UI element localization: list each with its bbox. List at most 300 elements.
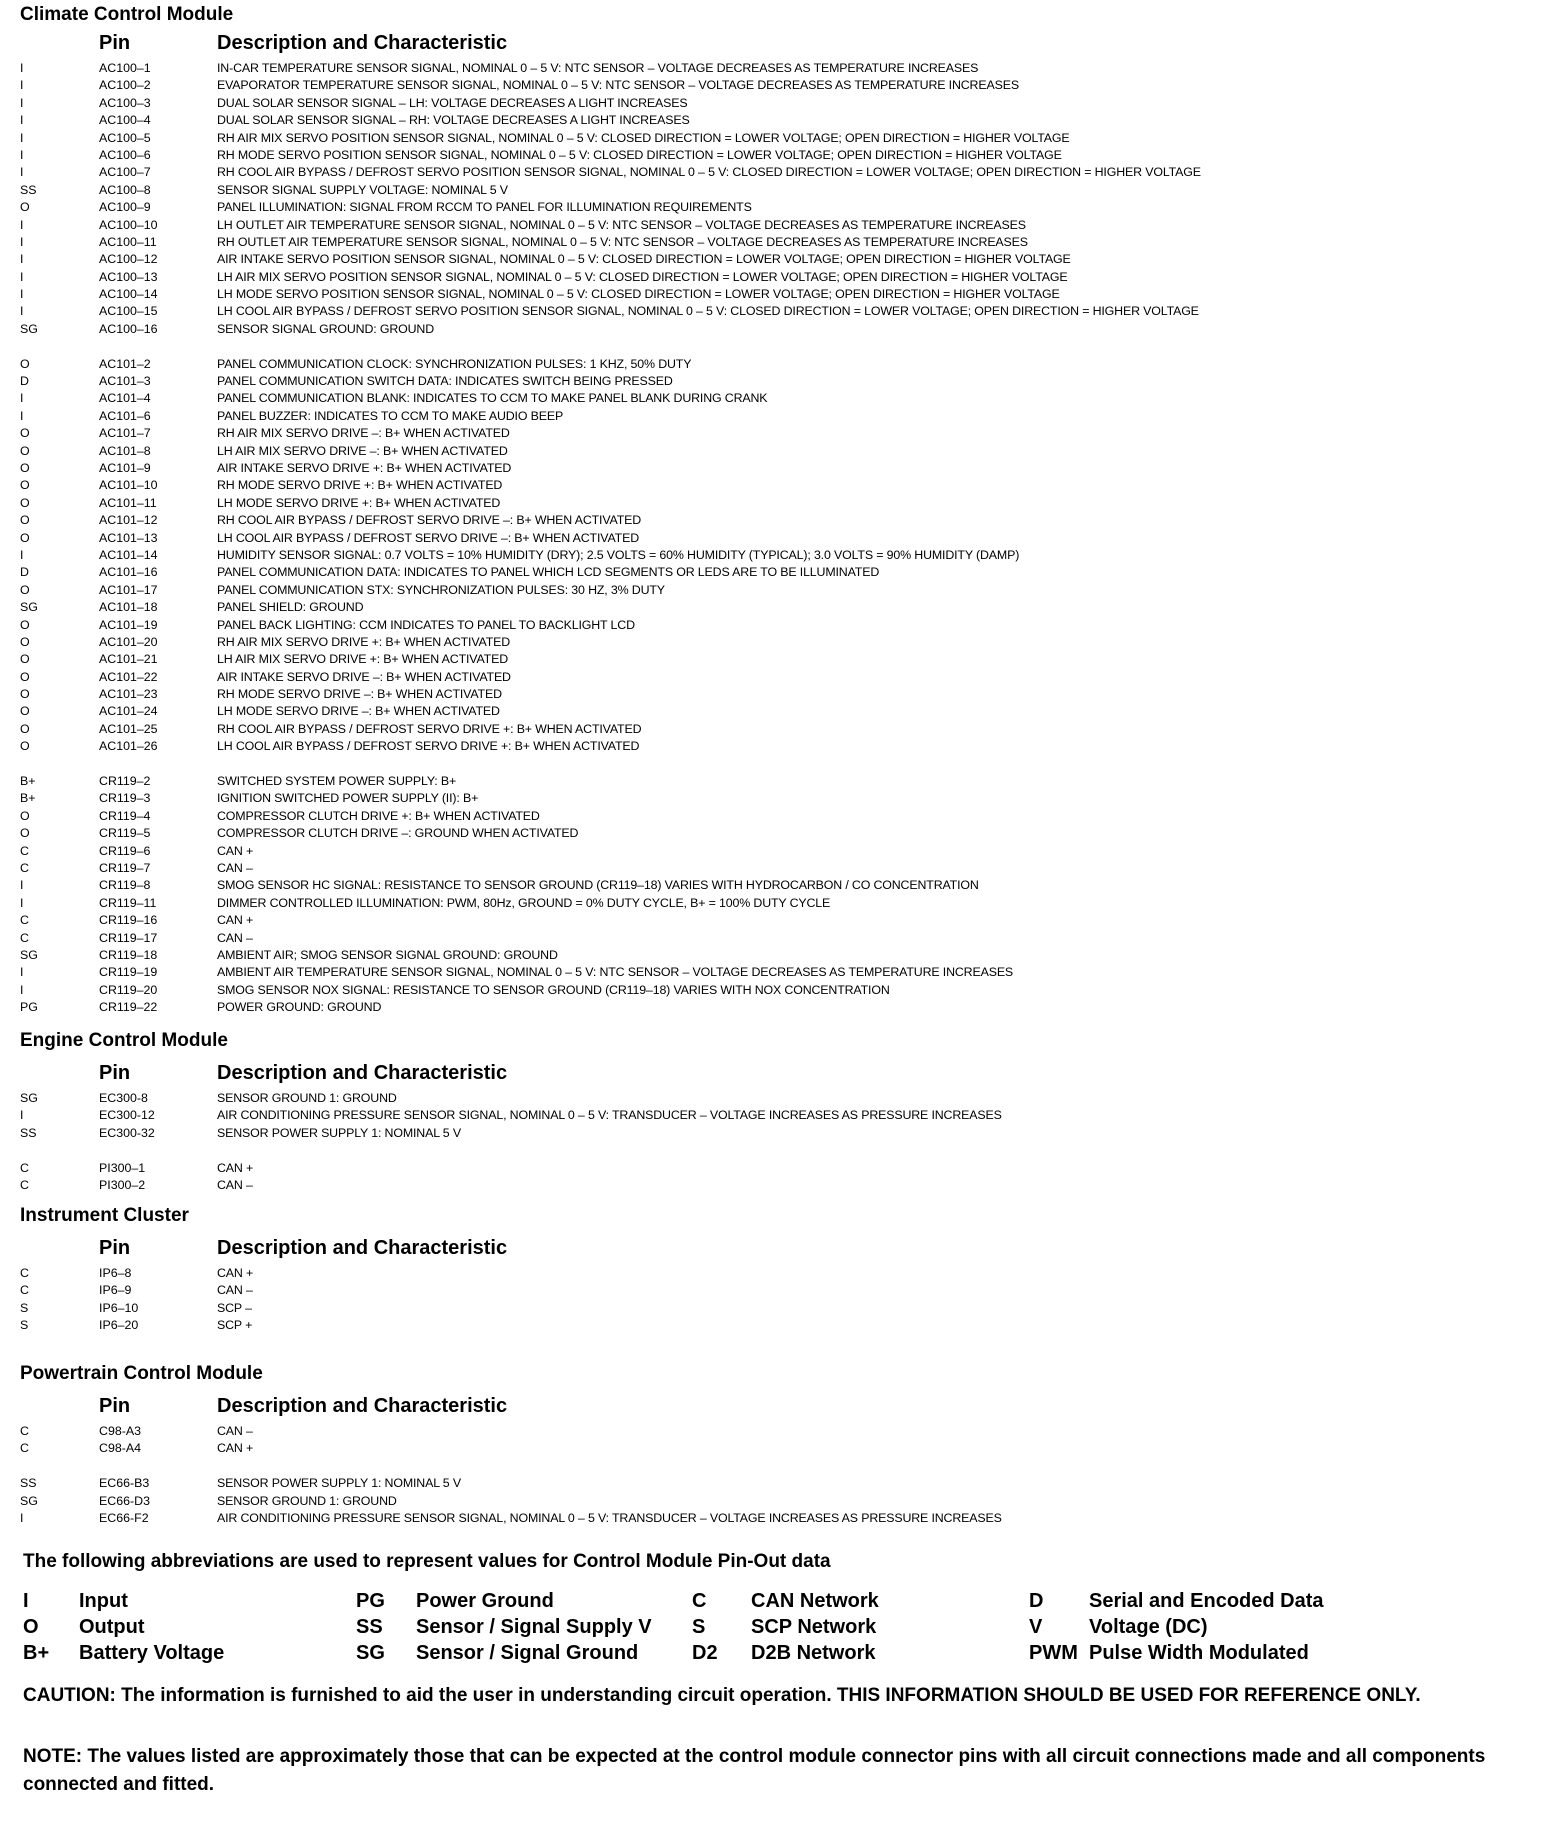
pin-row <box>0 599 1568 616</box>
pin-row <box>0 1493 1568 1510</box>
pin-description: LH AIR MIX SERVO POSITION SENSOR SIGNAL, NOMINAL 0 – 5 V: CLOSED DIRECTION = LOWER VOLTAGE; OPEN DIRECTION = HIGHER VOLTAGE <box>217 269 1068 284</box>
note-text: NOTE: The values listed are approximately those that can be expected at the control module connector pins with all circuit connections made and all components connected and fitted. <box>23 1746 1486 1795</box>
pin-type: I <box>20 269 24 284</box>
description-column-header: Description and Characteristic <box>217 1395 508 1417</box>
pin-description: CAN + <box>217 1266 254 1280</box>
pin-description: SENSOR POWER SUPPLY 1: NOMINAL 5 V <box>217 1476 461 1491</box>
pin-description: AIR CONDITIONING PRESSURE SENSOR SIGNAL, NOMINAL 0 – 5 V: TRANSDUCER – VOLTAGE INCREASES AS PRESSURE INCREASES <box>217 1510 1002 1525</box>
description-column-header: Description and Characteristic <box>217 1237 508 1259</box>
pin-type: O <box>20 826 30 841</box>
pin-type: I <box>20 113 24 128</box>
pin-type: C <box>20 1177 29 1192</box>
pin-row <box>0 982 1568 999</box>
pin-description: RH OUTLET AIR TEMPERATURE SENSOR SIGNAL, NOMINAL 0 – 5 V: NTC SENSOR – VOLTAGE DECREASES AS TEMPERATURE INCREASES <box>217 234 1028 249</box>
abbreviation-code: O <box>23 1616 39 1638</box>
pin-row <box>0 912 1568 929</box>
pin-id: AC101–11 <box>99 495 157 510</box>
pin-row <box>0 686 1568 703</box>
abbreviation-code: PWM <box>1029 1642 1078 1664</box>
pin-type: C <box>20 1441 29 1456</box>
pin-row <box>0 721 1568 738</box>
pin-row <box>0 1440 1568 1457</box>
pin-type: O <box>20 513 30 528</box>
pin-type: SG <box>20 947 38 962</box>
pin-description: LH COOL AIR BYPASS / DEFROST SERVO POSITION SENSOR SIGNAL, NOMINAL 0 – 5 V: CLOSED DIRECTION = LOWER VOLTAGE; OPEN DIRECTION = HIGHER VOLTAGE <box>217 304 1199 319</box>
pin-row <box>0 1177 1568 1194</box>
pin-description: RH MODE SERVO DRIVE –: B+ WHEN ACTIVATED <box>217 687 502 702</box>
pin-column-header: Pin <box>99 32 131 54</box>
pin-description: RH MODE SERVO POSITION SENSOR SIGNAL, NOMINAL 0 – 5 V: CLOSED DIRECTION = LOWER VOLTAGE; OPEN DIRECTION = HIGHER VOLTAGE <box>217 147 1062 162</box>
pin-id: PI300–2 <box>99 1177 146 1192</box>
pin-table-instrument <box>0 1265 1568 1335</box>
pin-row <box>0 669 1568 686</box>
pin-type: SS <box>20 1125 37 1140</box>
pin-type: O <box>20 460 30 475</box>
pin-column-header: Pin <box>99 1237 131 1259</box>
pin-row <box>0 390 1568 407</box>
pin-id: AC101–6 <box>99 408 151 423</box>
pin-type: SG <box>20 321 38 336</box>
pin-id: AC101–12 <box>99 513 158 528</box>
pin-id: AC100–6 <box>99 147 151 162</box>
pin-type: I <box>20 165 24 180</box>
pin-id: AC100–16 <box>99 321 158 336</box>
group-spacer <box>0 1142 1568 1159</box>
pin-row <box>0 999 1568 1016</box>
pin-description: SMOG SENSOR NOX SIGNAL: RESISTANCE TO SENSOR GROUND (CR119–18) VARIES WITH NOX CONCENTRATION <box>217 982 890 997</box>
pin-type: O <box>20 687 30 702</box>
pin-row <box>0 112 1568 129</box>
abbreviation-code: SS <box>356 1616 383 1638</box>
pin-row <box>0 547 1568 564</box>
pin-type: I <box>20 391 24 406</box>
pin-id: CR119–20 <box>99 982 158 997</box>
pin-row <box>0 617 1568 634</box>
abbreviation-code: PG <box>356 1590 385 1612</box>
pin-row <box>0 234 1568 251</box>
pin-type: I <box>20 965 24 980</box>
pin-type: C <box>20 860 29 875</box>
pin-type: I <box>20 547 24 562</box>
pin-type: O <box>20 652 30 667</box>
pin-id: CR119–8 <box>99 878 151 893</box>
pin-row <box>0 1317 1568 1334</box>
pin-row <box>0 408 1568 425</box>
pin-row <box>0 651 1568 668</box>
pin-description: SENSOR GROUND 1: GROUND <box>217 1091 397 1105</box>
abbreviation-code: D2 <box>692 1642 718 1664</box>
pin-type: C <box>20 1266 29 1280</box>
pin-id: AC101–4 <box>99 391 151 406</box>
pin-id: AC101–22 <box>99 669 158 684</box>
pin-description: AIR INTAKE SERVO DRIVE +: B+ WHEN ACTIVATED <box>217 460 512 475</box>
pin-id: C98-A4 <box>99 1441 142 1456</box>
pin-type: C <box>20 930 29 945</box>
pin-row <box>0 356 1568 373</box>
pin-type: O <box>20 426 30 441</box>
pin-type: O <box>20 634 30 649</box>
pin-row <box>0 1090 1568 1107</box>
pin-type: D <box>20 565 29 580</box>
pin-type: O <box>20 356 30 371</box>
abbreviation-meaning: Pulse Width Modulated <box>1089 1642 1309 1664</box>
pin-column-header: Pin <box>99 1395 131 1417</box>
pin-id: AC101–2 <box>99 356 151 371</box>
pin-row <box>0 860 1568 877</box>
pin-type: O <box>20 495 30 510</box>
pin-row <box>0 130 1568 147</box>
pin-description: LH COOL AIR BYPASS / DEFROST SERVO DRIVE +: B+ WHEN ACTIVATED <box>217 739 640 754</box>
abbreviation-meaning: Power Ground <box>416 1590 554 1612</box>
pin-id: AC100–2 <box>99 78 151 93</box>
pin-description: SWITCHED SYSTEM POWER SUPPLY: B+ <box>217 774 457 789</box>
pin-id: AC101–23 <box>99 687 158 702</box>
pin-row <box>0 843 1568 860</box>
pin-type: I <box>20 147 24 162</box>
pin-id: AC100–12 <box>99 252 158 267</box>
abbreviation-meaning: CAN Network <box>751 1590 879 1612</box>
pin-row <box>0 147 1568 164</box>
abbreviation-code: B+ <box>23 1642 50 1664</box>
pin-row <box>0 1300 1568 1317</box>
pin-id: IP6–10 <box>99 1300 139 1315</box>
pin-type: I <box>20 130 24 145</box>
pin-description: PANEL SHIELD: GROUND <box>217 600 364 615</box>
pin-row <box>0 582 1568 599</box>
pin-row <box>0 564 1568 581</box>
pin-row <box>0 877 1568 894</box>
pin-description: LH AIR MIX SERVO DRIVE +: B+ WHEN ACTIVATED <box>217 652 508 667</box>
pin-type: O <box>20 200 30 215</box>
pin-id: AC101–17 <box>99 582 158 597</box>
pin-id: AC101–7 <box>99 426 151 441</box>
pin-table-climate <box>0 60 1568 1016</box>
pin-description: LH MODE SERVO DRIVE –: B+ WHEN ACTIVATED <box>217 704 500 719</box>
abbreviation-code: V <box>1029 1616 1043 1638</box>
pin-row <box>0 634 1568 651</box>
pin-description: RH COOL AIR BYPASS / DEFROST SERVO POSITION SENSOR SIGNAL, NOMINAL 0 – 5 V: CLOSED DIRECTION = LOWER VOLTAGE; OPEN DIRECTION = HIGHER VOLTAGE <box>217 165 1201 180</box>
abbreviation-code: I <box>23 1590 29 1612</box>
abbreviation-code: S <box>692 1616 706 1638</box>
abbreviation-meaning: SCP Network <box>751 1616 877 1638</box>
pin-description: AIR INTAKE SERVO DRIVE –: B+ WHEN ACTIVATED <box>217 669 511 684</box>
pin-description: CAN – <box>217 1177 253 1192</box>
pin-id: CR119–18 <box>99 947 158 962</box>
pin-type: O <box>20 582 30 597</box>
pin-id: CR119–2 <box>99 774 151 789</box>
pin-id: AC100–1 <box>99 61 151 75</box>
pin-row <box>0 251 1568 268</box>
pin-type: S <box>20 1318 29 1333</box>
pin-id: IP6–8 <box>99 1266 132 1280</box>
abbreviation-meaning: Input <box>79 1590 128 1612</box>
pin-type: I <box>20 878 24 893</box>
abbreviation-meaning: Sensor / Signal Supply V <box>416 1616 652 1638</box>
pin-description: CAN + <box>217 913 254 928</box>
pin-id: EC300-32 <box>99 1125 155 1140</box>
pin-row <box>0 808 1568 825</box>
pin-type: O <box>20 704 30 719</box>
abbreviation-code: C <box>692 1590 707 1612</box>
pin-type: I <box>20 287 24 302</box>
pin-id: AC101–20 <box>99 634 158 649</box>
pin-id: CR119–22 <box>99 1000 158 1015</box>
abbreviation-row <box>23 1588 1563 1614</box>
pin-id: AC101–19 <box>99 617 158 632</box>
abbreviation-row <box>23 1640 1563 1666</box>
abbreviations-title: The following abbreviations are used to represent values for Control Module Pin-Out data <box>23 1551 831 1572</box>
pin-id: AC100–4 <box>99 113 151 128</box>
pin-type: SG <box>20 600 38 615</box>
pin-row <box>0 512 1568 529</box>
pin-description: AIR CONDITIONING PRESSURE SENSOR SIGNAL, NOMINAL 0 – 5 V: TRANSDUCER – VOLTAGE INCREASES AS PRESSURE INCREASES <box>217 1108 1002 1123</box>
pin-id: IP6–9 <box>99 1283 132 1298</box>
pin-description: AMBIENT AIR TEMPERATURE SENSOR SIGNAL, NOMINAL 0 – 5 V: NTC SENSOR – VOLTAGE DECREASES AS TEMPERATURE INCREASES <box>217 965 1014 980</box>
pin-id: AC101–14 <box>99 547 158 562</box>
pin-type: D <box>20 374 29 389</box>
pin-id: AC101–24 <box>99 704 158 719</box>
pin-row <box>0 495 1568 512</box>
pin-id: AC101–21 <box>99 652 158 667</box>
pin-type: I <box>20 217 24 232</box>
pin-id: AC101–10 <box>99 478 158 493</box>
pin-type: I <box>20 304 24 319</box>
pin-id: CR119–16 <box>99 913 158 928</box>
abbreviation-meaning: Sensor / Signal Ground <box>416 1642 639 1664</box>
pin-description: PANEL COMMUNICATION BLANK: INDICATES TO CCM TO MAKE PANEL BLANK DURING CRANK <box>217 391 768 406</box>
pin-type: C <box>20 913 29 928</box>
pin-description: COMPRESSOR CLUTCH DRIVE +: B+ WHEN ACTIVATED <box>217 808 540 823</box>
pin-description: PANEL BACK LIGHTING: CCM INDICATES TO PANEL TO BACKLIGHT LCD <box>217 617 635 632</box>
pin-description: CAN – <box>217 1424 253 1438</box>
pin-row <box>0 60 1568 77</box>
pin-description: CAN – <box>217 860 253 875</box>
pin-type: I <box>20 982 24 997</box>
pin-description: LH AIR MIX SERVO DRIVE –: B+ WHEN ACTIVATED <box>217 443 508 458</box>
pin-row <box>0 773 1568 790</box>
pin-description: RH AIR MIX SERVO DRIVE +: B+ WHEN ACTIVATED <box>217 634 511 649</box>
pin-description: LH OUTLET AIR TEMPERATURE SENSOR SIGNAL, NOMINAL 0 – 5 V: NTC SENSOR – VOLTAGE DECREASES AS TEMPERATURE INCREASES <box>217 217 1026 232</box>
pin-id: AC100–8 <box>99 182 151 197</box>
pin-type: O <box>20 530 30 545</box>
pin-row <box>0 303 1568 320</box>
pin-id: EC300-8 <box>99 1091 148 1105</box>
caution-text: CAUTION: The information is furnished to aid the user in understanding circuit operation. THIS INFORMATION SHOULD BE USED FOR REFERENCE ONLY. <box>23 1685 1421 1706</box>
pin-description: PANEL COMMUNICATION CLOCK: SYNCHRONIZATION PULSES: 1 KHZ, 50% DUTY <box>217 356 692 371</box>
pin-row <box>0 443 1568 460</box>
pin-row <box>0 825 1568 842</box>
pin-type: O <box>20 443 30 458</box>
pin-row <box>0 964 1568 981</box>
pin-id: AC100–13 <box>99 269 158 284</box>
pin-id: AC100–10 <box>99 217 158 232</box>
pin-description: LH MODE SERVO POSITION SENSOR SIGNAL, NOMINAL 0 – 5 V: CLOSED DIRECTION = LOWER VOLTAGE; OPEN DIRECTION = HIGHER VOLTAGE <box>217 287 1060 302</box>
pin-description: SCP + <box>217 1318 253 1333</box>
abbreviation-meaning: Output <box>79 1616 145 1638</box>
abbreviation-code: SG <box>356 1642 385 1664</box>
pin-type: O <box>20 669 30 684</box>
pin-description: RH COOL AIR BYPASS / DEFROST SERVO DRIVE –: B+ WHEN ACTIVATED <box>217 513 642 528</box>
pin-type: C <box>20 1424 29 1438</box>
pin-description: CAN + <box>217 1441 254 1456</box>
pin-description: RH AIR MIX SERVO POSITION SENSOR SIGNAL, NOMINAL 0 – 5 V: CLOSED DIRECTION = LOWER VOLTAGE; OPEN DIRECTION = HIGHER VOLTAGE <box>217 130 1070 145</box>
pin-row <box>0 321 1568 338</box>
abbreviation-meaning: Serial and Encoded Data <box>1089 1590 1324 1612</box>
pin-row <box>0 947 1568 964</box>
pin-description: LH MODE SERVO DRIVE +: B+ WHEN ACTIVATED <box>217 495 501 510</box>
pin-description: CAN – <box>217 1283 253 1298</box>
pin-row <box>0 164 1568 181</box>
pin-table-powertrain <box>0 1423 1568 1527</box>
pin-id: CR119–17 <box>99 930 158 945</box>
pin-id: CR119–7 <box>99 860 151 875</box>
pin-description: AIR INTAKE SERVO POSITION SENSOR SIGNAL, NOMINAL 0 – 5 V: CLOSED DIRECTION = LOWER VOLTAGE; OPEN DIRECTION = HIGHER VOLTAGE <box>217 252 1071 267</box>
pin-description: PANEL COMMUNICATION DATA: INDICATES TO PANEL WHICH LCD SEGMENTS OR LEDS ARE TO BE ILLUMINATED <box>217 565 880 580</box>
pin-row <box>0 460 1568 477</box>
pin-id: AC100–14 <box>99 287 158 302</box>
pin-id: AC101–3 <box>99 374 151 389</box>
pin-description: PANEL COMMUNICATION STX: SYNCHRONIZATION PULSES: 30 HZ, 3% DUTY <box>217 582 665 597</box>
pin-id: AC100–7 <box>99 165 151 180</box>
pin-type: I <box>20 1510 24 1525</box>
pin-type: I <box>20 234 24 249</box>
pin-description: LH COOL AIR BYPASS / DEFROST SERVO DRIVE –: B+ WHEN ACTIVATED <box>217 530 639 545</box>
pin-row <box>0 425 1568 442</box>
pin-type: SS <box>20 1476 37 1491</box>
pin-id: AC100–5 <box>99 130 151 145</box>
pin-row <box>0 182 1568 199</box>
pin-row <box>0 95 1568 112</box>
pin-id: CR119–5 <box>99 826 151 841</box>
pin-row <box>0 286 1568 303</box>
pin-row <box>0 930 1568 947</box>
pin-id: AC101–18 <box>99 600 158 615</box>
pin-row <box>0 77 1568 94</box>
pin-description: HUMIDITY SENSOR SIGNAL: 0.7 VOLTS = 10% HUMIDITY (DRY); 2.5 VOLTS = 60% HUMIDITY (TYPICAL); 3.0 VOLTS = 90% HUMIDITY (DAMP) <box>217 547 1020 562</box>
pin-id: AC101–13 <box>99 530 158 545</box>
pin-row <box>0 895 1568 912</box>
pin-id: CR119–19 <box>99 965 158 980</box>
pin-id: AC100–11 <box>99 234 157 249</box>
pin-id: CR119–11 <box>99 895 157 910</box>
pin-type: O <box>20 478 30 493</box>
pin-description: SENSOR SIGNAL SUPPLY VOLTAGE: NOMINAL 5 V <box>217 182 508 197</box>
pin-id: AC101–9 <box>99 460 151 475</box>
pin-type: I <box>20 95 24 110</box>
pin-id: EC66-B3 <box>99 1476 150 1491</box>
pin-id: AC100–15 <box>99 304 158 319</box>
pin-row <box>0 1265 1568 1282</box>
pin-description: AMBIENT AIR; SMOG SENSOR SIGNAL GROUND: GROUND <box>217 947 558 962</box>
abbreviation-code: D <box>1029 1590 1044 1612</box>
pin-type: I <box>20 78 24 93</box>
pin-description: PANEL COMMUNICATION SWITCH DATA: INDICATES SWITCH BEING PRESSED <box>217 374 673 389</box>
pin-description: IN-CAR TEMPERATURE SENSOR SIGNAL, NOMINAL 0 – 5 V: NTC SENSOR – VOLTAGE DECREASES AS TEMPERATURE INCREASES <box>217 61 979 75</box>
pin-row <box>0 1125 1568 1142</box>
pin-description: POWER GROUND: GROUND <box>217 1000 382 1015</box>
pin-description: CAN + <box>217 1160 254 1175</box>
section-title-instrument: Instrument Cluster <box>20 1205 189 1226</box>
abbreviations-table <box>23 1588 1563 1666</box>
abbreviation-row <box>23 1614 1563 1640</box>
pin-row <box>0 1510 1568 1527</box>
pin-description: DIMMER CONTROLLED ILLUMINATION: PWM, 80Hz, GROUND = 0% DUTY CYCLE, B+ = 100% DUTY CYCLE <box>217 895 831 910</box>
pin-type: C <box>20 1160 29 1175</box>
pin-row <box>0 790 1568 807</box>
pin-description: PANEL BUZZER: INDICATES TO CCM TO MAKE AUDIO BEEP <box>217 408 564 423</box>
pin-description: SCP – <box>217 1300 252 1315</box>
pin-id: AC101–25 <box>99 721 158 736</box>
pin-id: EC66-F2 <box>99 1510 149 1525</box>
pin-column-header: Pin <box>99 1062 131 1084</box>
pin-id: AC100–3 <box>99 95 151 110</box>
pin-type: PG <box>20 1000 38 1015</box>
pin-id: CR119–6 <box>99 843 151 858</box>
pin-description: CAN – <box>217 930 253 945</box>
pin-row <box>0 738 1568 755</box>
pin-type: B+ <box>20 774 36 789</box>
pin-description: DUAL SOLAR SENSOR SIGNAL – LH: VOLTAGE DECREASES A LIGHT INCREASES <box>217 95 688 110</box>
pin-description: IGNITION SWITCHED POWER SUPPLY (II): B+ <box>217 791 479 806</box>
pin-row <box>0 1107 1568 1124</box>
abbreviation-meaning: D2B Network <box>751 1642 876 1664</box>
pin-type: SG <box>20 1091 38 1105</box>
pin-description: SENSOR SIGNAL GROUND: GROUND <box>217 321 435 336</box>
pin-type: I <box>20 1108 24 1123</box>
pin-row <box>0 217 1568 234</box>
pin-description: SMOG SENSOR HC SIGNAL: RESISTANCE TO SENSOR GROUND (CR119–18) VARIES WITH HYDROCARBON / CO CONCENTRATION <box>217 878 979 893</box>
pin-row <box>0 1423 1568 1440</box>
description-column-header: Description and Characteristic <box>217 1062 508 1084</box>
pin-id: CR119–4 <box>99 808 151 823</box>
section-title-climate: Climate Control Module <box>20 4 234 25</box>
pin-description: PANEL ILLUMINATION: SIGNAL FROM RCCM TO PANEL FOR ILLUMINATION REQUIREMENTS <box>217 200 752 215</box>
pin-type: O <box>20 739 30 754</box>
section-title-engine: Engine Control Module <box>20 1030 228 1051</box>
pin-description: RH COOL AIR BYPASS / DEFROST SERVO DRIVE +: B+ WHEN ACTIVATED <box>217 721 642 736</box>
pin-id: C98-A3 <box>99 1424 142 1438</box>
pin-id: CR119–3 <box>99 791 151 806</box>
group-spacer <box>0 1458 1568 1475</box>
pin-id: PI300–1 <box>99 1160 146 1175</box>
pin-description: DUAL SOLAR SENSOR SIGNAL – RH: VOLTAGE DECREASES A LIGHT INCREASES <box>217 113 690 128</box>
pin-type: C <box>20 843 29 858</box>
pin-row <box>0 199 1568 216</box>
pin-type: I <box>20 895 24 910</box>
pin-table-engine <box>0 1090 1568 1194</box>
pin-type: S <box>20 1300 29 1315</box>
pin-id: IP6–20 <box>99 1318 139 1333</box>
pin-type: C <box>20 1283 29 1298</box>
pin-description: SENSOR GROUND 1: GROUND <box>217 1493 397 1508</box>
pin-type: I <box>20 408 24 423</box>
pin-description: CAN + <box>217 843 254 858</box>
pin-row <box>0 373 1568 390</box>
pin-type: I <box>20 252 24 267</box>
pin-row <box>0 1160 1568 1177</box>
pin-id: EC66-D3 <box>99 1493 150 1508</box>
pin-id: AC101–16 <box>99 565 158 580</box>
group-spacer <box>0 756 1568 773</box>
description-column-header: Description and Characteristic <box>217 32 508 54</box>
pin-type: O <box>20 808 30 823</box>
section-title-powertrain: Powertrain Control Module <box>20 1363 263 1384</box>
pin-row <box>0 1282 1568 1299</box>
pin-id: EC300-12 <box>99 1108 155 1123</box>
pin-id: AC100–9 <box>99 200 151 215</box>
pin-row <box>0 269 1568 286</box>
pin-type: I <box>20 61 24 75</box>
